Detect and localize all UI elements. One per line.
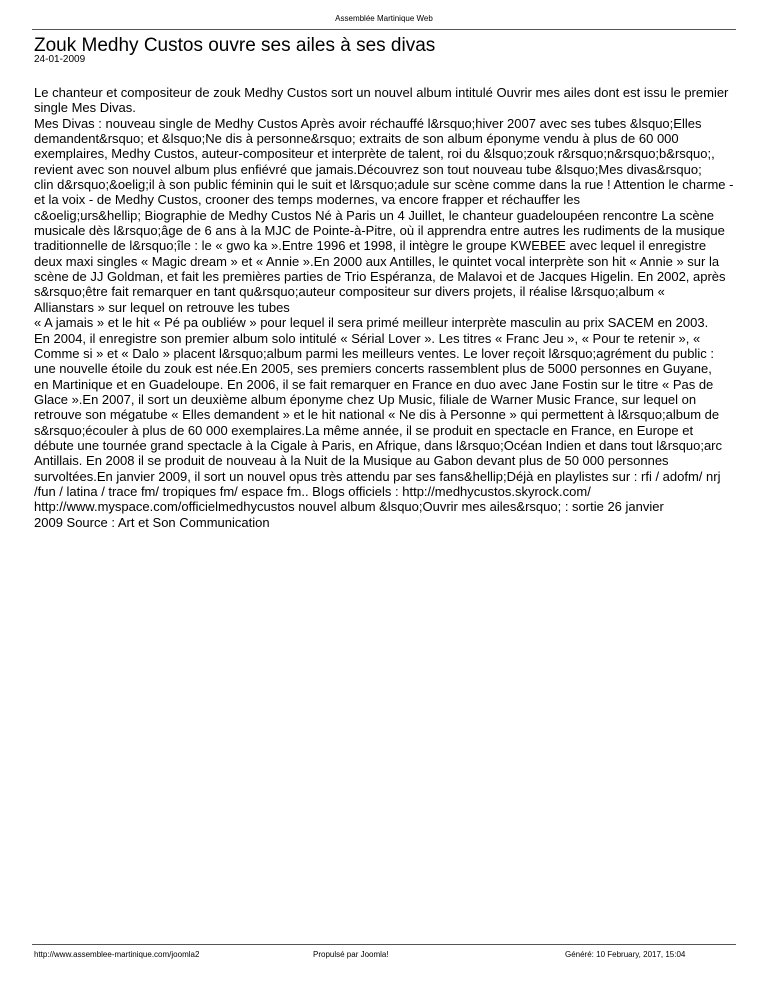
footer-generated-date: Généré: 10 February, 2017, 15:04 <box>565 950 686 959</box>
article-line: s&rsquo;écouler à plus de 60 000 exemplaires.La même année, il se produit en spectacle en France, en Europe et <box>34 422 694 438</box>
article-line: Glace ».En 2007, il sort un deuxième album éponyme chez Up Music, filiale de Warner Music France, sur lequel on <box>34 391 697 407</box>
article-line: Mes Divas : nouveau single de Medhy Custos Après avoir réchauffé l&rsquo;hiver 2007 avec ses tubes &lsquo;Elles <box>34 115 702 131</box>
article-line: « A jamais » et le hit « Pé pa oubliéw » pour lequel il sera primé meilleur interprète masculin au prix SACEM en 2003. <box>34 315 709 331</box>
article-line: retrouve son mégatube « Elles demandent » et le hit national « Ne dis à Personne » qui permettent à l&rsquo;album de <box>34 407 720 423</box>
article-body <box>34 85 738 530</box>
article-line: traditionnelle de l&rsquo;île : le « gwo ka ».Entre 1996 et 1998, il intègre le groupe KWEBEE avec lequel il enregistre <box>34 238 707 254</box>
article-line: survoltées.En janvier 2009, il sort un nouvel opus très attendu par ses fans&hellip;Déjà en playlistes sur : rfi / adofm/ nrj <box>34 468 721 484</box>
article-line: une nouvelle étoile du zouk est née.En 2005, ses premiers concerts rassemblent plus de 5000 personnes en Guyane, <box>34 361 712 377</box>
article-line: exemplaires, Medhy Custos, auteur-compositeur et interprète de talent, roi du &lsquo;zouk r&rsquo;n&rsquo;b&rsquo;, <box>34 146 715 162</box>
footer-url: http://www.assemblee-martinique.com/joomla2 <box>34 950 200 959</box>
article-line: scène de JJ Goldman, et fait les premières parties de Trio Espéranza, de Malavoi et de Jacques Higelin. En 2002, après <box>34 269 726 285</box>
article-line: Comme si » et « Dalo » placent l&rsquo;album parmi les meilleurs ventes. Le lover reçoit l&rsquo;agrément du public : <box>34 345 714 361</box>
header-divider <box>32 29 736 30</box>
article-line: s&rsquo;être fait remarquer en tant qu&rsquo;auteur compositeur sur divers projets, il réalise l&rsquo;album « <box>34 284 665 300</box>
article-title: Zouk Medhy Custos ouvre ses ailes à ses divas <box>34 35 436 56</box>
article-line: single Mes Divas. <box>34 100 136 116</box>
article-line: c&oelig;urs&hellip; Biographie de Medhy Custos Né à Paris un 4 Juillet, le chanteur guadeloupéen rencontre La scène <box>34 207 715 223</box>
footer-divider <box>32 944 736 945</box>
article-line: clin d&rsquo;&oelig;il à son public féminin qui le suit et l&rsquo;adule sur scène comme dans la rue ! Attention le charme - <box>34 177 734 193</box>
article-line: musicale dès l&rsquo;âge de 6 ans à la MJC de Pointe-à-Pitre, où il apprendra entre autres les rudiments de la musique <box>34 223 725 239</box>
article-line: Le chanteur et compositeur de zouk Medhy Custos sort un nouvel album intitulé Ouvrir mes ailes dont est issu le premier <box>34 85 729 100</box>
footer-powered-by: Propulsé par Joomla! <box>313 950 389 959</box>
article-line: Antillais. En 2008 il se produit de nouveau à la Nuit de la Musique au Gabon devant plus de 50 000 personnes <box>34 453 669 469</box>
article-date: 24-01-2009 <box>34 54 86 65</box>
article-line: http://www.myspace.com/officielmedhycustos nouvel album &lsquo;Ouvrir mes ailes&rsquo; : sortie 26 janvier <box>34 499 664 515</box>
article-line: et la voix - de Medhy Custos, crooner des temps modernes, va encore frapper et réchauffer les <box>34 192 581 208</box>
article-line: demandent&rsquo; et &lsquo;Ne dis à personne&rsquo; extraits de son album éponyme vendu à plus de 60 000 <box>34 131 679 147</box>
article-line: /fun / latina / trace fm/ tropiques fm/ espace fm.. Blogs officiels : http://medhycustos.skyrock.com/ <box>34 483 591 499</box>
site-header: Assemblée Martinique Web <box>335 14 433 23</box>
article-line: en Martinique et en Guadeloupe. En 2006, il se fait remarquer en France en duo avec Jane Fostin sur le titre « Pas de <box>34 376 714 392</box>
article-line: deux maxi singles « Magic dream » et « Annie ».En 2000 aux Antilles, le quintet vocal interprète son hit « Annie » sur la <box>34 253 720 269</box>
article-line: 2009 Source : Art et Son Communication <box>34 514 270 530</box>
article-line: débute une tournée grand spectacle à la Cigale à Paris, en Afrique, dans l&rsquo;Océan Indien et dans tout l&rsquo;arc <box>34 437 722 453</box>
article-line: En 2004, il enregistre son premier album solo intitulé « Sérial Lover ». Les titres « Franc Jeu », « Pour te retenir », « <box>34 330 701 346</box>
article-line: Allianstars » sur lequel on retrouve les tubes <box>34 299 290 315</box>
article-line: revient avec son nouvel album plus enfiévré que jamais.Découvrez son tout nouveau tube &lsquo;Mes divas&rsquo; <box>34 161 702 177</box>
